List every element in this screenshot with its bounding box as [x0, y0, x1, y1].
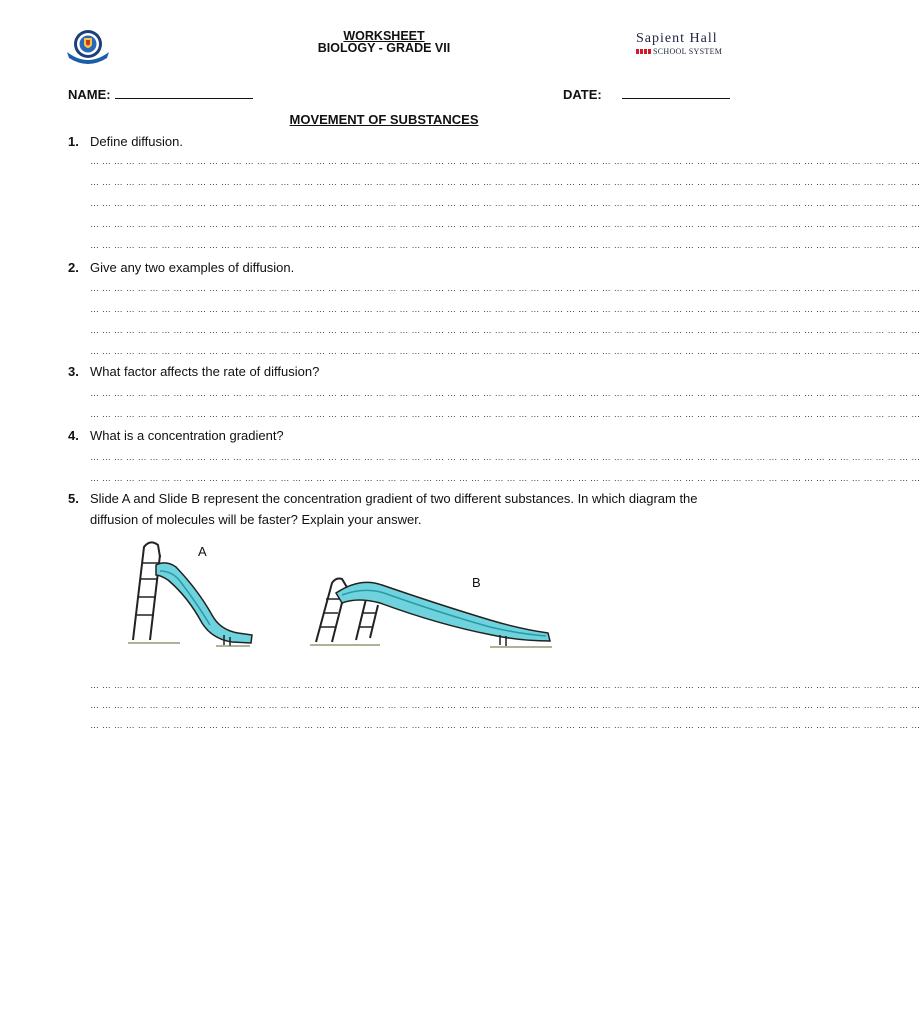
- slide-a-drawing: [128, 542, 252, 646]
- question-number: 2.: [68, 260, 79, 275]
- name-field: [68, 86, 253, 102]
- answer-line: … … … … … … … … … … … … … … … … … … … … … … … … … … … … … … … … … … … … … … … … … … … … … … … … … … … … … … … … … … … … … … … … … … … … … …: [90, 325, 920, 335]
- question-text: Give any two examples of diffusion.: [90, 260, 295, 275]
- answer-line: … … … … … … … … … … … … … … … … … … … … … … … … … … … … … … … … … … … … … … … … … … … … … … … … … … … … … … … … … … … … … … … … … … … … … …: [90, 304, 920, 314]
- slides-illustration: [120, 535, 580, 660]
- answer-line: … … … … … … … … … … … … … … … … … … … … … … … … … … … … … … … … … … … … … … … … … … … … … … … … … … … … … … … … … … … … … … … … … … … … … …: [90, 346, 920, 356]
- slide-b-label: B: [472, 575, 481, 590]
- answer-line: … … … … … … … … … … … … … … … … … … … … … … … … … … … … … … … … … … … … … … … … … … … … … … … … … … … … … … … … … … … … … … … … … … … … … …: [90, 452, 920, 462]
- question-3: [68, 361, 728, 382]
- question-text: What is a concentration gradient?: [90, 428, 284, 443]
- brand-subtitle: SCHOOL SYSTEM: [653, 47, 723, 56]
- question-2: [68, 257, 728, 278]
- answer-line: … … … … … … … … … … … … … … … … … … … … … … … … … … … … … … … … … … … … … … … … … … … … … … … … … … … … … … … … … … … … … … … … … … … … … …: [90, 388, 920, 398]
- answer-line: … … … … … … … … … … … … … … … … … … … … … … … … … … … … … … … … … … … … … … … … … … … … … … … … … … … … … … … … … … … … … … … … … … … … … …: [90, 283, 920, 293]
- answer-line: … … … … … … … … … … … … … … … … … … … … … … … … … … … … … … … … … … … … … … … … … … … … … … … … … … … … … … … … … … … … … … … … … … … … … …: [90, 680, 920, 690]
- answer-line: … … … … … … … … … … … … … … … … … … … … … … … … … … … … … … … … … … … … … … … … … … … … … … … … … … … … … … … … … … … … … … … … … … … … … …: [90, 700, 920, 710]
- answer-line: … … … … … … … … … … … … … … … … … … … … … … … … … … … … … … … … … … … … … … … … … … … … … … … … … … … … … … … … … … … … … … … … … … … … … …: [90, 198, 920, 208]
- slide-b-drawing: [310, 575, 552, 647]
- date-field: [563, 86, 730, 102]
- brand-name: Sapient Hall: [636, 31, 718, 46]
- question-4: [68, 425, 728, 446]
- question-number: 1.: [68, 134, 79, 149]
- worksheet-subtitle: BIOLOGY - GRADE VII: [317, 41, 451, 55]
- name-label: NAME:: [68, 87, 111, 102]
- question-number: 3.: [68, 364, 79, 379]
- answer-line: … … … … … … … … … … … … … … … … … … … … … … … … … … … … … … … … … … … … … … … … … … … … … … … … … … … … … … … … … … … … … … … … … … … … … …: [90, 409, 920, 419]
- slide-a-label: A: [198, 544, 207, 559]
- answer-line: … … … … … … … … … … … … … … … … … … … … … … … … … … … … … … … … … … … … … … … … … … … … … … … … … … … … … … … … … … … … … … … … … … … … … …: [90, 156, 920, 166]
- question-5: [68, 488, 728, 530]
- worksheet-title: WORKSHEET: [343, 29, 425, 43]
- question-number: 5.: [68, 491, 79, 506]
- brand-bars-icon: [636, 49, 651, 54]
- school-brand-logo: [636, 32, 736, 56]
- question-number: 4.: [68, 428, 79, 443]
- question-1: [68, 131, 728, 152]
- answer-line: … … … … … … … … … … … … … … … … … … … … … … … … … … … … … … … … … … … … … … … … … … … … … … … … … … … … … … … … … … … … … … … … … … … … … …: [90, 720, 920, 730]
- section-title: MOVEMENT OF SUBSTANCES: [289, 112, 479, 127]
- answer-line: … … … … … … … … … … … … … … … … … … … … … … … … … … … … … … … … … … … … … … … … … … … … … … … … … … … … … … … … … … … … … … … … … … … … … …: [90, 177, 920, 187]
- date-label: DATE:: [563, 87, 602, 102]
- question-text: Slide A and Slide B represent the concentration gradient of two different substances. In which diagram the diffusion of molecules will be faster? Explain your answer.: [90, 491, 698, 527]
- answer-line: … … … … … … … … … … … … … … … … … … … … … … … … … … … … … … … … … … … … … … … … … … … … … … … … … … … … … … … … … … … … … … … … … … … … … …: [90, 473, 920, 483]
- question-text: Define diffusion.: [90, 134, 183, 149]
- name-blank-line: [115, 86, 253, 99]
- answer-line: … … … … … … … … … … … … … … … … … … … … … … … … … … … … … … … … … … … … … … … … … … … … … … … … … … … … … … … … … … … … … … … … … … … … … …: [90, 240, 920, 250]
- question-text: What factor affects the rate of diffusion?: [90, 364, 320, 379]
- answer-line: … … … … … … … … … … … … … … … … … … … … … … … … … … … … … … … … … … … … … … … … … … … … … … … … … … … … … … … … … … … … … … … … … … … … … …: [90, 219, 920, 229]
- date-blank-line: [622, 86, 730, 99]
